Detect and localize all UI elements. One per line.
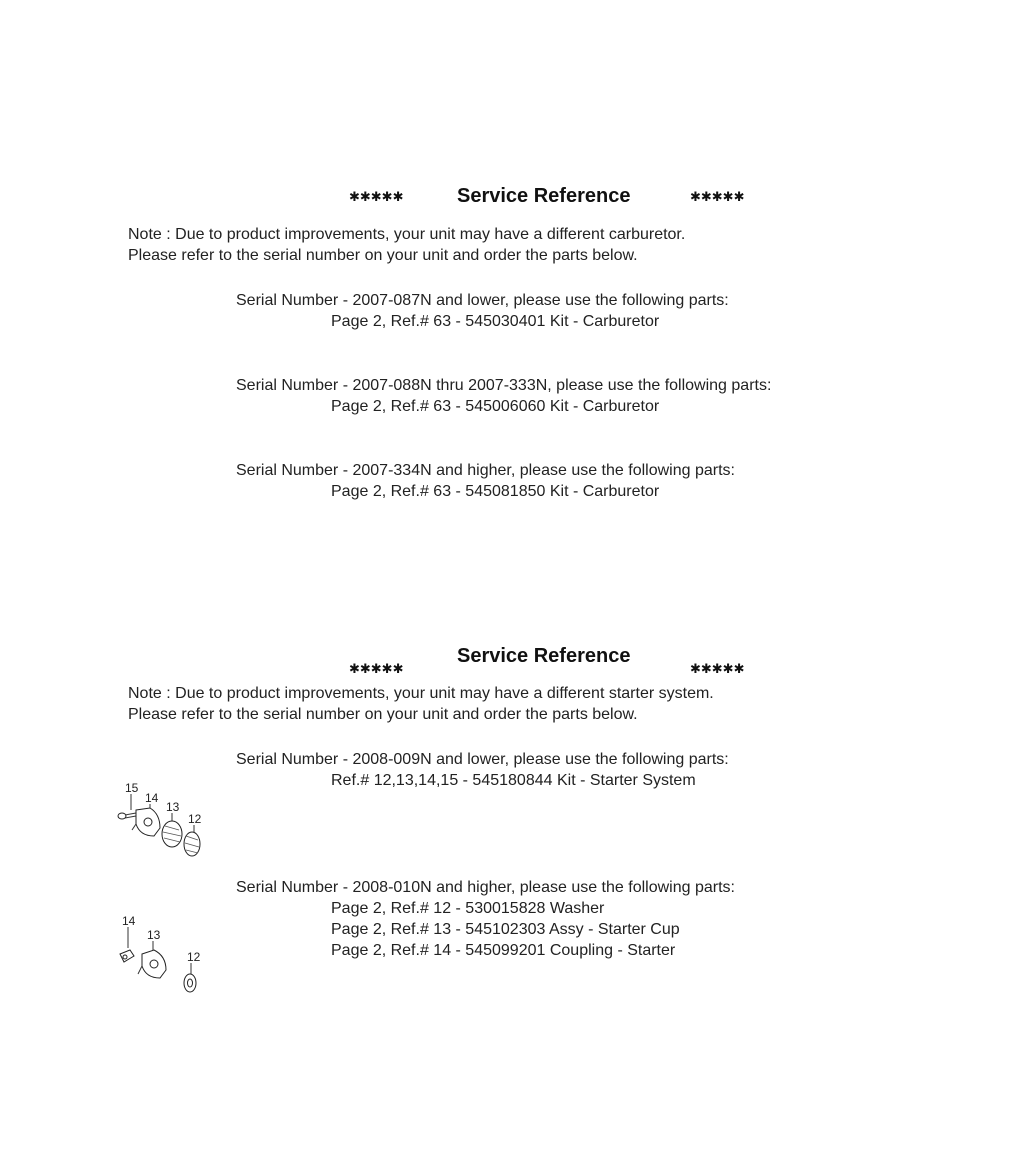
stars-decoration-left: ✱✱✱✱✱ (349, 189, 404, 204)
starter-cup-diagram (110, 910, 210, 998)
serial-number-line: Serial Number - 2007-334N and higher, please use the following parts: (236, 462, 735, 479)
serial-number-line: Serial Number - 2007-087N and lower, please use the following parts: (236, 292, 729, 309)
part-line: Page 2, Ref.# 63 - 545006060 Kit - Carburetor (331, 398, 660, 415)
part-line: Page 2, Ref.# 63 - 545030401 Kit - Carburetor (331, 313, 660, 330)
note-line: Please refer to the serial number on your unit and order the parts below. (128, 247, 638, 264)
note-line: Note : Due to product improvements, your unit may have a different starter system. (128, 685, 714, 702)
part-line: Page 2, Ref.# 13 - 545102303 Assy - Starter Cup (331, 921, 680, 938)
diagram-label-13: 13 (147, 928, 161, 942)
diagram-label-13: 13 (166, 800, 180, 814)
serial-number-line: Serial Number - 2008-010N and higher, please use the following parts: (236, 879, 735, 896)
stars-decoration-left: ✱✱✱✱✱ (349, 661, 404, 676)
section-title: Service Reference (457, 645, 631, 667)
part-line: Page 2, Ref.# 63 - 545081850 Kit - Carburetor (331, 483, 660, 500)
serial-number-line: Serial Number - 2008-009N and lower, please use the following parts: (236, 751, 729, 768)
serial-number-line: Serial Number - 2007-088N thru 2007-333N, please use the following parts: (236, 377, 772, 394)
section-title: Service Reference (457, 185, 631, 207)
diagram-label-14: 14 (122, 914, 136, 928)
part-line: Page 2, Ref.# 12 - 530015828 Washer (331, 900, 605, 917)
diagram-label-14: 14 (145, 791, 159, 805)
part-line: Ref.# 12,13,14,15 - 545180844 Kit - Starter System (331, 772, 696, 789)
diagram-label-12: 12 (187, 950, 201, 964)
starter-kit-diagram (110, 778, 210, 860)
diagram-label-15: 15 (125, 781, 139, 795)
part-line: Page 2, Ref.# 14 - 545099201 Coupling - Starter (331, 942, 676, 959)
stars-decoration-right: ✱✱✱✱✱ (690, 189, 745, 204)
stars-decoration-right: ✱✱✱✱✱ (690, 661, 745, 676)
diagram-label-12: 12 (188, 812, 202, 826)
note-line: Please refer to the serial number on your unit and order the parts below. (128, 706, 638, 723)
note-line: Note : Due to product improvements, your unit may have a different carburetor. (128, 226, 686, 243)
